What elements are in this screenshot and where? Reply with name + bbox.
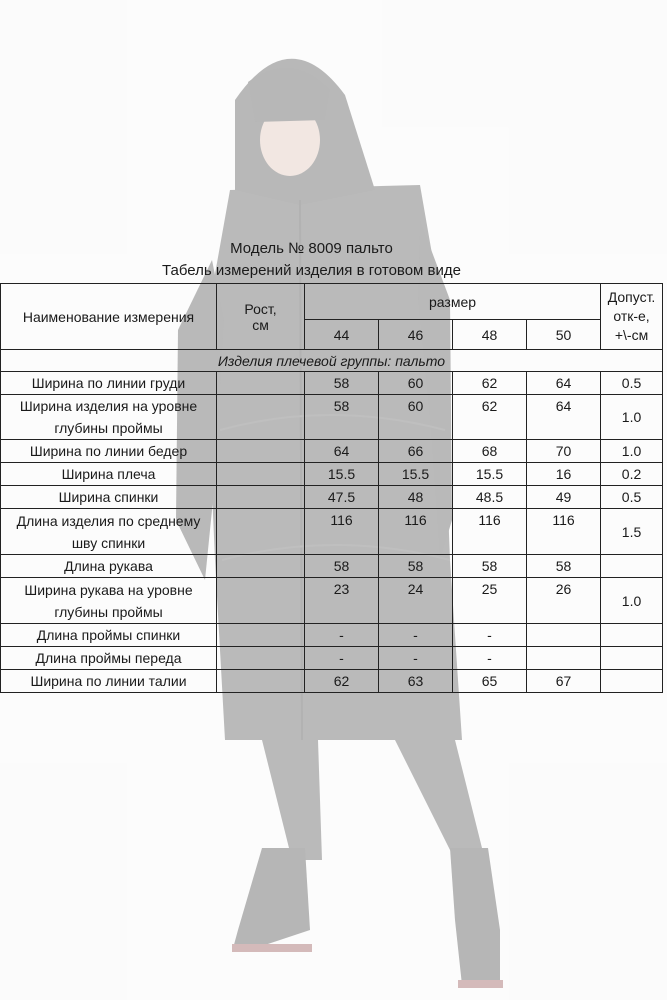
row-value: 67 <box>527 670 601 693</box>
row-height <box>217 670 305 693</box>
table-header-row <box>1 284 663 320</box>
row-name: Ширина спинки <box>1 486 217 509</box>
row-value: 68 <box>453 440 527 463</box>
row-value: 26 <box>527 578 601 624</box>
row-tolerance: 0.5 <box>601 372 663 395</box>
row-value: 15.5 <box>453 463 527 486</box>
row-value: 63 <box>379 670 453 693</box>
row-value: 48 <box>379 486 453 509</box>
table-row <box>1 463 663 486</box>
table-row <box>1 395 663 440</box>
row-name <box>1 509 217 555</box>
table-row <box>1 670 663 693</box>
row-tolerance <box>601 555 663 578</box>
size-48: 48 <box>453 320 527 350</box>
table-title: Табель измерений изделия в готовом виде <box>162 262 461 279</box>
row-name: Ширина плеча <box>1 463 217 486</box>
row-value: 24 <box>379 578 453 624</box>
row-value: 64 <box>305 440 379 463</box>
row-value <box>527 647 601 670</box>
table-row <box>1 555 663 578</box>
row-tolerance <box>601 670 663 693</box>
table-row <box>1 372 663 395</box>
row-tolerance <box>601 624 663 647</box>
row-value: 49 <box>527 486 601 509</box>
row-name-line1: Ширина рукава на уровне <box>24 581 193 598</box>
size-46: 46 <box>379 320 453 350</box>
row-value: 116 <box>379 509 453 555</box>
row-value: 16 <box>527 463 601 486</box>
model-title: Модель № 8009 пальто <box>230 240 393 257</box>
row-value: 60 <box>379 395 453 440</box>
row-value: 116 <box>305 509 379 555</box>
header-tolerance-line2: отк-е, <box>613 308 650 324</box>
row-value: - <box>379 647 453 670</box>
header-tolerance-line1: Допуст. <box>607 289 656 305</box>
row-value: 66 <box>379 440 453 463</box>
row-value: 65 <box>453 670 527 693</box>
row-height <box>217 440 305 463</box>
row-value: 23 <box>305 578 379 624</box>
row-name-line1: Длина изделия по среднему <box>16 512 201 529</box>
row-height <box>217 395 305 440</box>
table-row <box>1 578 663 624</box>
table-row <box>1 486 663 509</box>
measurements-table <box>0 283 663 693</box>
row-value: 64 <box>527 372 601 395</box>
header-height-line2: см <box>252 316 269 333</box>
row-value: 15.5 <box>305 463 379 486</box>
row-value: 62 <box>453 395 527 440</box>
row-value: 60 <box>379 372 453 395</box>
row-height <box>217 509 305 555</box>
header-size: размер <box>305 284 601 320</box>
row-value: - <box>305 647 379 670</box>
row-height <box>217 463 305 486</box>
row-name-line2: глубины проймы <box>54 603 163 620</box>
row-name-line2: шву спинки <box>71 534 146 551</box>
row-value: 58 <box>305 395 379 440</box>
row-name: Ширина по линии талии <box>1 670 217 693</box>
size-44: 44 <box>305 320 379 350</box>
row-value <box>527 624 601 647</box>
row-value: 58 <box>305 372 379 395</box>
row-value: 116 <box>527 509 601 555</box>
section-row <box>1 350 663 372</box>
header-height-line1: Рост, <box>244 300 277 317</box>
row-name-line1: Ширина изделия на уровне <box>19 398 198 414</box>
header-tolerance <box>601 284 663 350</box>
row-height <box>217 578 305 624</box>
row-name <box>1 395 217 440</box>
row-value: - <box>305 624 379 647</box>
row-tolerance: 1.0 <box>601 395 663 440</box>
row-name-line2: глубины проймы <box>54 420 163 436</box>
row-value: 58 <box>305 555 379 578</box>
row-tolerance: 0.5 <box>601 486 663 509</box>
row-name: Ширина по линии груди <box>1 372 217 395</box>
row-value: 25 <box>453 578 527 624</box>
row-height <box>217 372 305 395</box>
row-height <box>217 486 305 509</box>
row-name: Длина проймы переда <box>1 647 217 670</box>
table-row <box>1 624 663 647</box>
header-height <box>217 284 305 350</box>
row-value: 48.5 <box>453 486 527 509</box>
row-name: Длина рукава <box>1 555 217 578</box>
row-value: - <box>379 624 453 647</box>
row-value: 116 <box>453 509 527 555</box>
row-value: 64 <box>527 395 601 440</box>
row-tolerance <box>601 647 663 670</box>
header-measurement-name: Наименование измерения <box>1 284 217 350</box>
row-name <box>1 578 217 624</box>
row-tolerance: 0.2 <box>601 463 663 486</box>
row-tolerance: 1.0 <box>601 440 663 463</box>
row-value: 58 <box>453 555 527 578</box>
row-tolerance: 1.5 <box>601 509 663 555</box>
row-height <box>217 647 305 670</box>
row-height <box>217 555 305 578</box>
header-tolerance-line3: +\-см <box>614 327 649 343</box>
row-value: 47.5 <box>305 486 379 509</box>
row-value: 58 <box>379 555 453 578</box>
row-height <box>217 624 305 647</box>
table-row <box>1 509 663 555</box>
table-row <box>1 647 663 670</box>
row-value: 58 <box>527 555 601 578</box>
row-value: - <box>453 624 527 647</box>
row-name: Длина проймы спинки <box>1 624 217 647</box>
row-value: 62 <box>305 670 379 693</box>
table-row <box>1 440 663 463</box>
row-name: Ширина по линии бедер <box>1 440 217 463</box>
row-value: 70 <box>527 440 601 463</box>
row-value: 15.5 <box>379 463 453 486</box>
row-tolerance: 1.0 <box>601 578 663 624</box>
row-value: - <box>453 647 527 670</box>
section-label: Изделия плечевой группы: пальто <box>1 350 663 372</box>
row-value: 62 <box>453 372 527 395</box>
size-50: 50 <box>527 320 601 350</box>
